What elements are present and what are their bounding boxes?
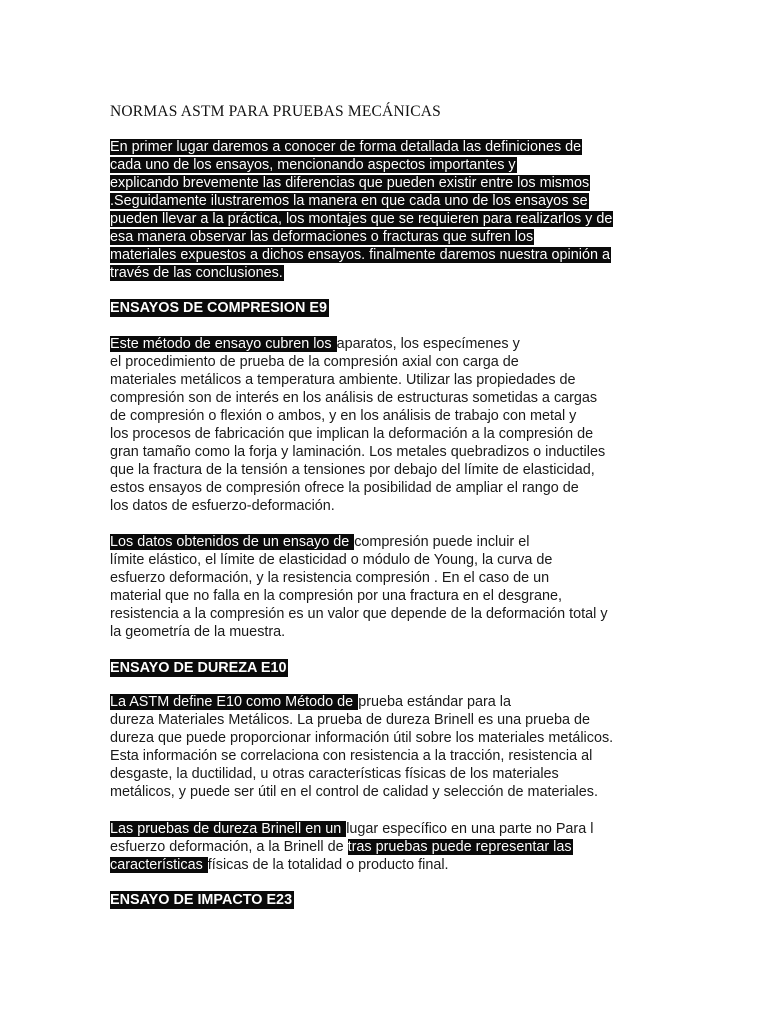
paragraph-line	[110, 820, 593, 838]
highlighted-text: explicando brevemente las diferencias que pueden existir entre los mismos	[110, 175, 590, 191]
highlighted-text: En primer lugar daremos a conocer de forma detallada las definiciones de	[110, 139, 582, 155]
text-run: aparatos, los especímenes y	[336, 336, 520, 352]
highlighted-text: través de las conclusiones.	[110, 265, 283, 281]
intro-line	[110, 156, 517, 174]
paragraph-line	[110, 335, 520, 353]
highlighted-text: características	[110, 857, 207, 873]
highlighted-text: Los datos obtenidos de un ensayo de	[110, 534, 354, 550]
intro-line	[110, 228, 534, 246]
highlighted-text: esa manera observar las deformaciones o fracturas que sufren los	[110, 229, 534, 245]
paragraph-line: de compresión o flexión o ambos, y en los análisis de trabajo con metal y	[110, 408, 577, 424]
paragraph-line: la geometría de la muestra.	[110, 624, 286, 640]
text-run: compresión puede incluir el	[354, 534, 530, 550]
highlighted-text: .Seguidamente ilustraremos la manera en que cada uno de los ensayos se	[110, 193, 588, 209]
highlighted-text: materiales expuestos a dichos ensayos. finalmente daremos nuestra opinión a	[110, 247, 610, 263]
intro-line	[110, 192, 589, 210]
paragraph-line: dureza Materiales Metálicos. La prueba de dureza Brinell es una prueba de	[110, 712, 590, 728]
intro-line	[110, 174, 590, 192]
paragraph-line	[110, 693, 511, 711]
text-run: lugar específico en una parte no Para l	[346, 821, 594, 837]
paragraph-line: límite elástico, el límite de elasticidad o módulo de Young, la curva de	[110, 552, 553, 568]
section-heading-compresion: ENSAYOS DE COMPRESION E9	[110, 300, 327, 316]
highlighted-text: Este método de ensayo cubren los	[110, 336, 336, 352]
paragraph-line	[110, 838, 573, 856]
highlighted-text: Las pruebas de dureza Brinell en un	[110, 821, 346, 837]
intro-line	[110, 138, 582, 156]
paragraph-line: los datos de esfuerzo-deformación.	[110, 498, 335, 514]
intro-line	[110, 210, 613, 228]
paragraph-line: los procesos de fabricación que implican la deformación a la compresión de	[110, 426, 594, 442]
paragraph-line: compresión son de interés en los análisis de estructuras sometidas a cargas	[110, 390, 598, 406]
paragraph-line: material que no falla en la compresión por una fractura en el desgrane,	[110, 588, 562, 604]
text-run: prueba estándar para la	[358, 694, 511, 710]
paragraph-line: materiales metálicos a temperatura ambiente. Utilizar las propiedades de	[110, 372, 576, 388]
paragraph-line: estos ensayos de compresión ofrece la posibilidad de ampliar el rango de	[110, 480, 579, 496]
paragraph-line: gran tamaño como la forja y laminación. Los metales quebradizos o inductiles	[110, 444, 606, 460]
section-heading-impacto: ENSAYO DE IMPACTO E23	[110, 892, 293, 908]
paragraph-line: el procedimiento de prueba de la compresión axial con carga de	[110, 354, 519, 370]
highlighted-text: pueden llevar a la práctica, los montajes que se requieren para realizarlos y de	[110, 211, 613, 227]
paragraph-line: resistencia a la compresión es un valor que depende de la deformación total y	[110, 606, 608, 622]
paragraph-line: que la fractura de la tensión a tensiones por debajo del límite de elasticidad,	[110, 462, 595, 478]
paragraph-line	[110, 533, 529, 551]
section-heading-dureza: ENSAYO DE DUREZA E10	[110, 660, 287, 676]
highlighted-text: tras pruebas puede representar las	[347, 839, 572, 855]
paragraph-line: esfuerzo deformación, y la resistencia compresión . En el caso de un	[110, 570, 550, 586]
intro-line	[110, 264, 284, 282]
paragraph-line: metálicos, y puede ser útil en el control de calidad y selección de materiales.	[110, 784, 598, 800]
highlighted-text: La ASTM define E10 como Método de	[110, 694, 358, 710]
highlighted-text: cada uno de los ensayos, mencionando aspectos importantes y	[110, 157, 516, 173]
intro-line	[110, 246, 611, 264]
text-run: esfuerzo deformación, a la Brinell de	[110, 839, 348, 855]
text-run: físicas de la totalidad o producto final.	[207, 857, 449, 873]
paragraph-line: dureza que puede proporcionar información útil sobre los materiales metálicos.	[110, 730, 614, 746]
document-title: NORMAS ASTM PARA PRUEBAS MECÁNICAS	[110, 103, 441, 120]
paragraph-line	[110, 856, 449, 874]
paragraph-line: desgaste, la ductilidad, u otras características físicas de los materiales	[110, 766, 559, 782]
paragraph-line: Esta información se correlaciona con resistencia a la tracción, resistencia al	[110, 748, 593, 764]
